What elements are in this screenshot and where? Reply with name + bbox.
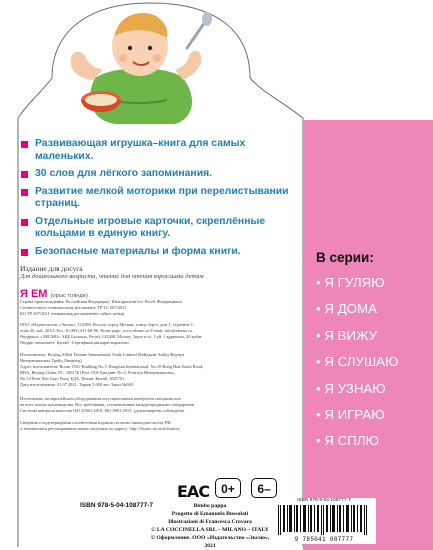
fine-line: Өндіруші: «ЭКСМО» АҚБ Баспасы, Ресей, 123308, Мәскеу, Зорге к-сі, 1 үй, 1 құрылым, 20 қабат	[20, 333, 202, 339]
credits-block	[150, 502, 270, 550]
original-title: Bimbo pappa	[193, 503, 227, 509]
feature-text: Безопасные материалы и форма книги.	[35, 245, 241, 257]
design-copyright-line: © Оформление. ООО «Издательство «Эксмо», 2021	[150, 535, 270, 549]
square-bullet-icon	[21, 249, 28, 256]
fine-line: Соответствует техническому регламенту ТР ТС 007/2011	[20, 304, 127, 310]
barcode	[272, 498, 376, 544]
square-bullet-icon	[21, 141, 28, 148]
book-title-language: (орыс тілінде)	[50, 293, 88, 299]
copyright-line: © LA COCCINELLA SRL – MILANO – ITALY	[151, 527, 269, 533]
manufacturer-info	[20, 352, 310, 387]
series-heading: В серии:	[316, 250, 374, 265]
baby-eating-illustration	[55, 8, 220, 126]
series-item: • Я СПЛЮ	[316, 433, 379, 449]
series-item: • Я ДОМА	[316, 301, 377, 317]
age-rating-0-badge: 0+	[215, 478, 241, 498]
feature-item	[21, 246, 291, 259]
fine-line: КО ТР 007/2011 техникалық регламентіне сәйкес келеді	[20, 310, 125, 316]
fine-line: ООО «Издательство «Эксмо», 123308, Россия, город Москва, улица Зорге, дом 1, строение 1,	[20, 322, 195, 327]
barcode-isbn: ISBN 978-5-04-108777-7	[297, 498, 351, 503]
fine-line: Изготовлено на европейском оборудовании под тщательным контролем специалистов	[20, 396, 181, 401]
fine-line: Системы контроля качества ISO 45001:2018, ISO 9001:2015, удовлетворены соблюдены.	[20, 407, 185, 413]
fine-line: Интернэшионал Трейд Лимитед)	[20, 357, 82, 363]
square-bullet-icon	[21, 189, 28, 196]
audience-note: Для дошкольного возраста, чтение для чтения взрослыми детям	[20, 273, 204, 280]
series-item: • Я СЛУШАЮ	[316, 354, 399, 370]
fine-line: этаж 20, каб. 2013. Тел.: 8 (495) 411-68-86. Home page: www.eksmo.ru E-mail: info@eksmo.ru	[20, 327, 192, 333]
fine-line: Изготовитель: Beijing Allied Fortune International Trade Limited (Бейджин Элайд Форчун	[20, 352, 185, 357]
feature-text: Развивающая игрушка–книга для самых маленьких.	[35, 138, 246, 162]
isbn-text: ISBN 978-5-04-108777-7	[80, 502, 153, 509]
series-item: • Я ГУЛЯЮ	[316, 275, 385, 290]
square-bullet-icon	[21, 219, 28, 226]
series-item: • Я ВИЖУ	[316, 327, 378, 343]
age-rating-6-badge: 6–	[251, 478, 277, 498]
square-bullet-icon	[21, 171, 28, 178]
series-item: • Я УЗНАЮ	[316, 380, 386, 396]
series-item: • Я ИГРАЮ	[316, 407, 385, 423]
book-title: Я ЕМ	[20, 288, 48, 300]
fine-line: Сведения о подтверждении соответствия издания согласно законодательству РФ	[20, 420, 171, 425]
origin-info	[20, 299, 310, 317]
fine-line: Дата изготовления: 01.07.2021. Тираж 3 000 экз. Заказ №040.	[20, 381, 134, 387]
fine-line: BDA, Beijing China, PC: 100176 (Рум 1501-Билдинг No.5, Ронгхуа Интернешионал,	[20, 369, 176, 375]
certification-info	[20, 420, 310, 432]
barcode-bars	[276, 505, 372, 535]
fine-line: Страна происхождения: Российская Федерация | Шығарылған елі: Ресей Федерациясы	[20, 299, 183, 304]
fine-line: на всех этапах производства. Все требования, установленные международными стандартами	[20, 401, 195, 407]
publisher-info	[20, 322, 310, 346]
feature-item	[21, 216, 291, 241]
fine-line: Өндіріс мемлекеті: Қытай | Сертификация қарастырылған	[20, 339, 129, 345]
barcode-number: 9 785041 087777	[294, 536, 354, 543]
fine-line: Адрес изготовителя: Room 1501-Building No.5, Ronghua International, No.10 Rong Hua South Road,	[20, 363, 204, 369]
feature-text: 30 слов для лёгкого запоминания.	[35, 168, 213, 179]
illustration-credit: Illustrazioni di Francesca Crovara	[168, 519, 252, 525]
edition-type: Издание для досуга	[20, 264, 83, 273]
quality-info	[20, 396, 310, 414]
feature-text: Развитие мелкой моторики при перелистывании страниц.	[35, 185, 289, 209]
feature-item	[21, 168, 291, 181]
feature-text: Отдельные игровые карточки, скреплённые кольцами в единую книгу.	[35, 215, 266, 239]
fine-line: No.10 Ронг Хуа Саус Роад, БДА, Пекин, Китай, 100176)	[20, 375, 124, 381]
feature-item	[21, 186, 291, 211]
series-list	[316, 270, 398, 455]
project-credit: Progetto di Emanuela Bussolati	[171, 511, 249, 517]
fine-line: о техническом регулировании можно получить по адресу: http://eksmo.ru/certification/	[20, 425, 180, 431]
feature-item	[21, 138, 291, 163]
feature-list	[21, 138, 291, 263]
eac-mark: ЕАС	[177, 482, 210, 501]
